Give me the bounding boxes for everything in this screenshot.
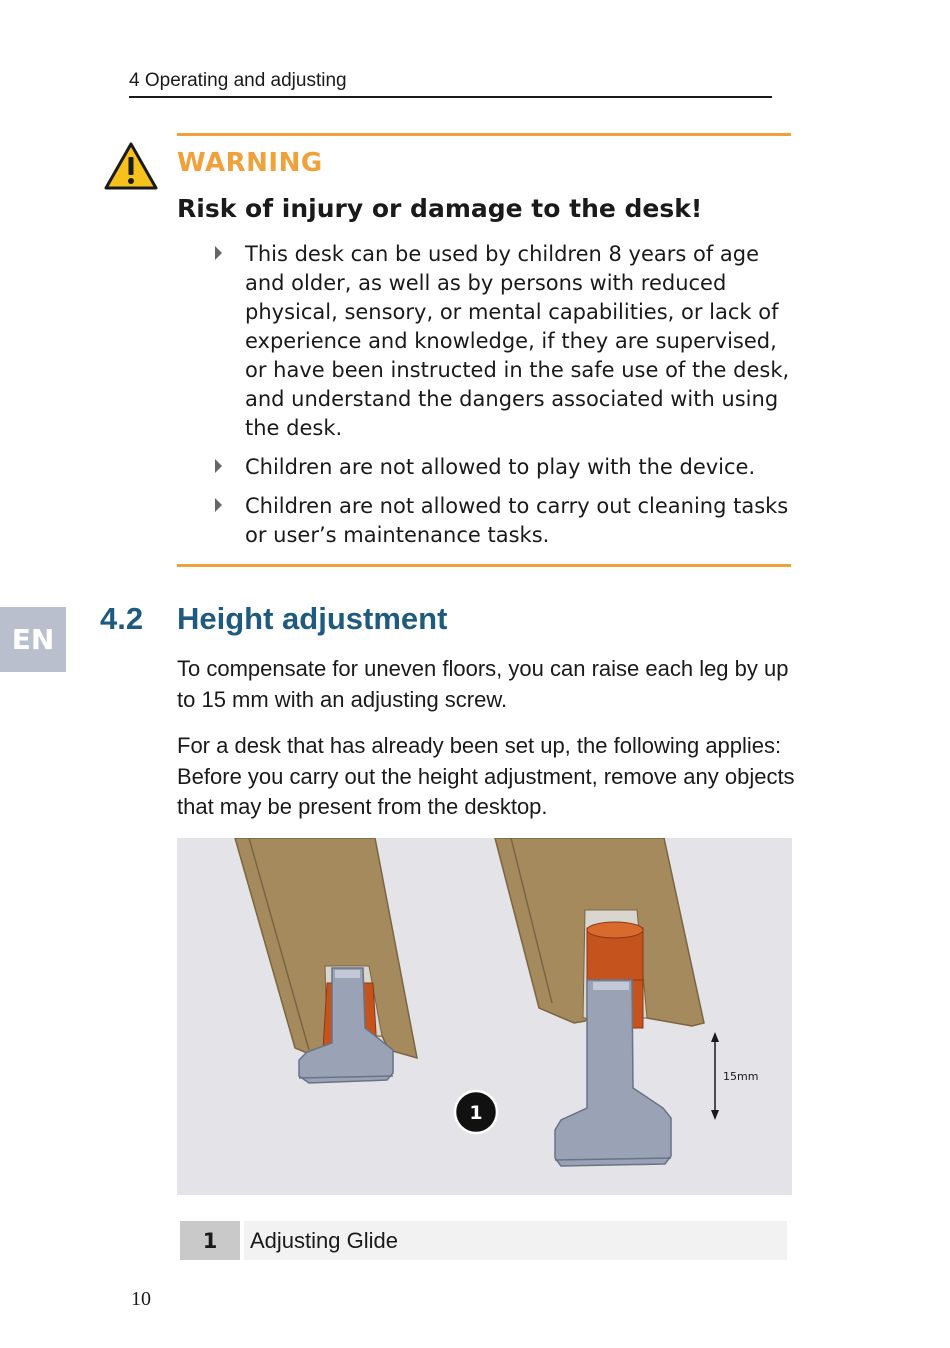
section-title: Height adjustment — [177, 601, 448, 636]
figure-illustration — [177, 838, 792, 1195]
warning-item-text: Children are not allowed to carry out cleaning tasks or user’s maintenance tasks. — [245, 494, 789, 547]
language-tab: EN — [0, 607, 66, 672]
warning-top-rule — [177, 133, 791, 136]
warning-title: Risk of injury or damage to the desk! — [177, 194, 703, 223]
dimension-arrow — [711, 1032, 719, 1120]
callout-badge — [455, 1091, 497, 1133]
section-paragraph: For a desk that has already been set up, the following applies: Before you carry out the height adjustment, remove any objects that may be present from the desktop. — [177, 733, 795, 819]
legend-value: Adjusting Glide — [244, 1221, 787, 1260]
bullet-arrow-icon — [215, 459, 222, 473]
legend-key: 1 — [180, 1221, 240, 1260]
callout-number: 1 — [469, 1102, 483, 1124]
header-rule — [129, 96, 772, 98]
warning-triangle-icon — [104, 142, 158, 190]
height-adjustment-figure — [177, 838, 792, 1195]
warning-list-item — [214, 492, 794, 550]
warning-list-item — [214, 453, 794, 482]
warning-label: WARNING — [177, 148, 323, 178]
warning-bottom-rule — [177, 564, 791, 567]
page-number: 10 — [131, 1288, 151, 1310]
dimension-label: 15mm — [723, 1070, 759, 1083]
warning-item-text: This desk can be used by children 8 years of age and older, as well as by persons with reduced physical, sensory, or mental capabilities, or lack of experience and knowledge, if they are supervised, or have been instructed in the safe use of the desk, and understand the dangers associated with using the desk. — [245, 242, 790, 440]
bullet-arrow-icon — [215, 246, 222, 260]
section-number: 4.2 — [100, 601, 144, 636]
bullet-arrow-icon — [215, 498, 222, 512]
section-paragraph: To compensate for uneven floors, you can raise each leg by up to 15 mm with an adjusting screw. — [177, 656, 789, 712]
warning-list — [214, 240, 794, 560]
chapter-header: 4 Operating and adjusting — [129, 70, 347, 91]
warning-list-item — [214, 240, 794, 443]
warning-item-text: Children are not allowed to play with the device. — [245, 455, 756, 479]
